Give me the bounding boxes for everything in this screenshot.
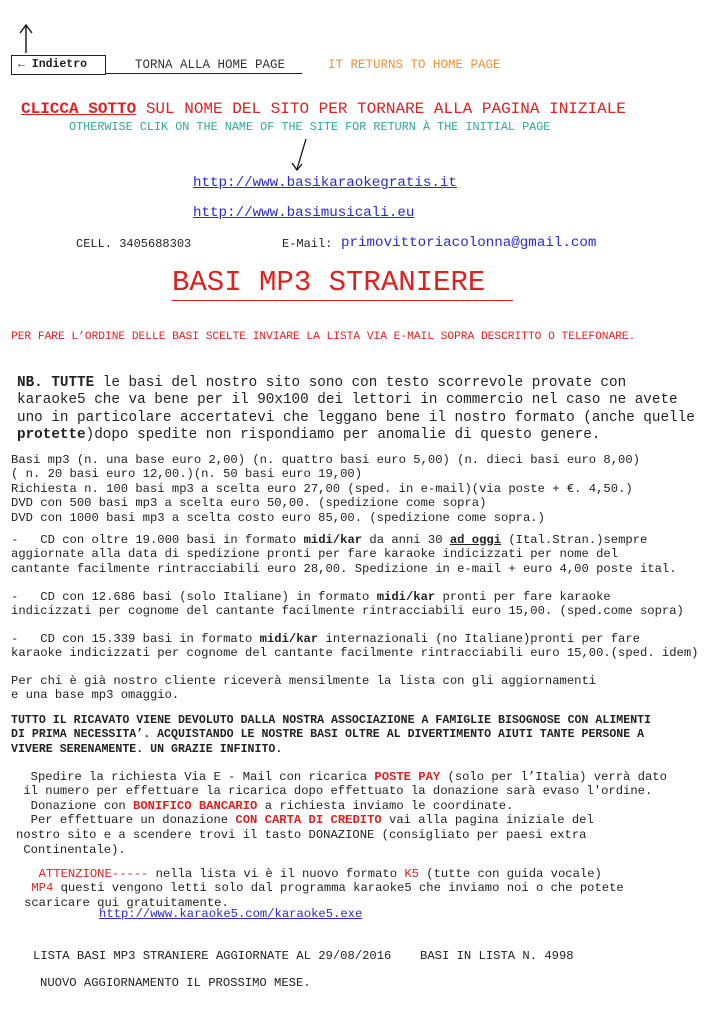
attention-d: (tutte con guida vocale) (418, 866, 602, 881)
bonifico-bancario: BONIFICO BANCARIO (133, 798, 258, 813)
cd1-line3: cantante facilmente rintracciabili euro 28,00. Spedizione in e-mail + euro 4,00 poste ital. (11, 561, 677, 576)
page-title: BASI MP3 STRANIERE (172, 266, 486, 299)
site-link-karaokegratis[interactable]: http://www.basikaraokegratis.it (193, 175, 457, 191)
email-link[interactable]: primovittoriacolonna@gmail.com (341, 235, 597, 251)
poste-pay: POSTE PAY (374, 769, 441, 784)
clicca-sotto: CLICCA SOTTO (21, 100, 137, 118)
cd1-paragraph (11, 518, 716, 576)
home-link-en[interactable]: IT RETURNS TO HOME PAGE (328, 58, 501, 72)
list-count: BASI IN LISTA N. 4998 (420, 949, 574, 963)
attention-f: questi vengono letti solo dal programma karaoke5 che inviamo noi o che potete (53, 881, 624, 896)
price-line: DVD con 1000 basi mp3 a scelta costo euro 85,00. (spedizione come sopra.) (11, 510, 545, 525)
cd3-format: midi/kar (259, 631, 319, 646)
payment-l1a: Spedire la richiesta Via E - Mail con ricarica (16, 769, 375, 784)
attention-b: nella lista vi è il nuovo formato (148, 866, 405, 881)
payment-l3a: Donazione con (16, 798, 134, 813)
back-button-label: ← Indietro (18, 58, 88, 71)
intro-line (21, 100, 626, 118)
nb-line3: uno in particolare accertatevi che leggano bene il nostro formato (anche quelle (17, 409, 695, 426)
payment-l3c: a richiesta inviamo le coordinate. (257, 798, 514, 813)
home-link-it[interactable]: TORNA ALLA HOME PAGE (135, 58, 286, 72)
payment-l4a: Per effettuare un donazione (16, 813, 236, 828)
cell-number: CELL. 3405688303 (76, 237, 192, 251)
cd3-c: internazionali (no Italiane)pronti per fare (318, 631, 640, 646)
title-underline (172, 300, 513, 301)
nb-paragraph (17, 357, 722, 445)
email-label: E-Mail: (282, 237, 333, 251)
site-link-basimusicali[interactable]: http://www.basimusicali.eu (193, 205, 415, 221)
attention-paragraph (24, 852, 725, 910)
nb-bold: NB. TUTTE (17, 374, 95, 391)
attention-line3: scaricare qui gratuitamente. (24, 895, 229, 910)
payment-l5: nostro sito e a scendere trovi il tasto DONAZIONE (consigliato per paesi extra (16, 827, 587, 842)
nb-line2: karaoke5 che va bene per il 90x100 dei lettori in commercio nel caso ne avete (17, 392, 678, 408)
payment-l1c: (solo per l’Italia) verrà dato (440, 769, 667, 784)
payment-l4c: vai alla pagina iniziale del (381, 813, 594, 828)
charity-note (11, 699, 716, 757)
cd1-ad-oggi: ad oggi (449, 532, 502, 547)
cd1-format: midi/kar (303, 532, 363, 547)
intro-rest: SUL NOME DEL SITO PER TORNARE ALLA PAGINA INIZIALE (136, 100, 626, 118)
cd2-a: - CD con 12.686 basi (solo Italiane) in formato (11, 589, 377, 604)
nb-protette: protette (17, 427, 86, 443)
cd1-c: da anni 30 (362, 532, 450, 547)
format-mp4: MP4 (31, 881, 54, 896)
charity-line1: TUTTO IL RICAVATO VIENE DEVOLUTO DALLA NOSTRA ASSOCIAZIONE A FAMIGLIE BISOGNOSE CON ALIMENTI (11, 713, 652, 727)
nav-underline (106, 73, 302, 74)
payment-l2: il numero per effettuare la ricarica dopo effettuato la donazione sarà evaso l'ordine. (16, 784, 653, 799)
attention-label: ATTENZIONE----- (38, 866, 149, 881)
cd1-a: - CD con oltre 19.000 basi in formato (11, 532, 304, 547)
price-line: Richiesta n. 100 basi mp3 a scelta euro 27,00 (sped. in e-mail)(via poste + €. 4,50.) (11, 481, 633, 496)
cd3-line2: karaoke indicizzati per cognome del cantante facilmente rintracciabili euro 15,00.(sped. idem) (11, 646, 699, 661)
cd2-c: pronti per fare karaoke (435, 589, 611, 604)
payment-l6: Continentale). (16, 842, 126, 857)
up-arrow-icon (17, 23, 35, 55)
down-arrow-icon (290, 137, 310, 173)
price-line: ( n. 20 basi euro 12,00.)(n. 50 basi euro 19,00) (11, 467, 363, 482)
otherwise-line: OTHERWISE CLIK ON THE NAME OF THE SITE FOR RETURN À THE INITIAL PAGE (69, 120, 551, 134)
cd2-paragraph (11, 575, 716, 619)
back-button[interactable] (11, 55, 106, 75)
nb-line1: le basi del nostro sito sono con testo scorrevole provate con (94, 374, 627, 391)
nb-line4: )dopo spedite non rispondiamo per anomalie di questo genere. (85, 427, 601, 443)
cd3-paragraph (11, 617, 716, 661)
order-note: PER FARE L’ORDINE DELLE BASI SCELTE INVIARE LA LISTA VIA E-MAIL SOPRA DESCRITTO O TELEFONARE. (11, 331, 636, 343)
list-update: LISTA BASI MP3 STRANIERE AGGIORNATE AL 29/08/2016 (33, 949, 392, 963)
price-list (11, 438, 716, 526)
cd3-a: - CD con 15.339 basi in formato (11, 631, 260, 646)
client-line2: e una base mp3 omaggio. (11, 688, 180, 703)
price-line: DVD con 500 basi mp3 a scelta euro 50,00. (spedizione come sopra) (11, 496, 487, 511)
cd1-e: (Ital.Stran.)sempre (501, 532, 648, 547)
format-k5: K5 (404, 866, 419, 881)
charity-line2: DI PRIMA NECESSITA’. ACQUISTANDO LE NOSTRE BASI OLTRE AL DIVERTIMENTO AIUTI TANTE PERSONE A (11, 728, 645, 742)
price-line: Basi mp3 (n. una base euro 2,00) (n. quattro basi euro 5,00) (n. dieci basi euro 8,00) (11, 452, 640, 467)
carta-di-credito: CON CARTA DI CREDITO (235, 813, 382, 828)
cd2-line2: indicizzati per cognome del cantante facilmente rintracciabili euro 15,00. (sped.come sopra) (11, 604, 684, 619)
payment-paragraph (16, 755, 721, 857)
cd2-format: midi/kar (376, 589, 436, 604)
next-update: NUOVO AGGIORNAMENTO IL PROSSIMO MESE. (40, 976, 311, 990)
karaoke5-link[interactable]: http://www.karaoke5.com/karaoke5.exe (99, 907, 363, 921)
client-line1: Per chi è già nostro cliente riceverà mensilmente la lista con gli aggiornamenti (11, 673, 597, 688)
client-note (11, 659, 716, 703)
cd1-line2: aggiornate alla data di spedizione pronti per fare karaoke indicizzati per nome del (11, 547, 619, 562)
charity-line3: VIVERE SERENAMENTE. UN GRAZIE INFINITO. (11, 742, 283, 756)
